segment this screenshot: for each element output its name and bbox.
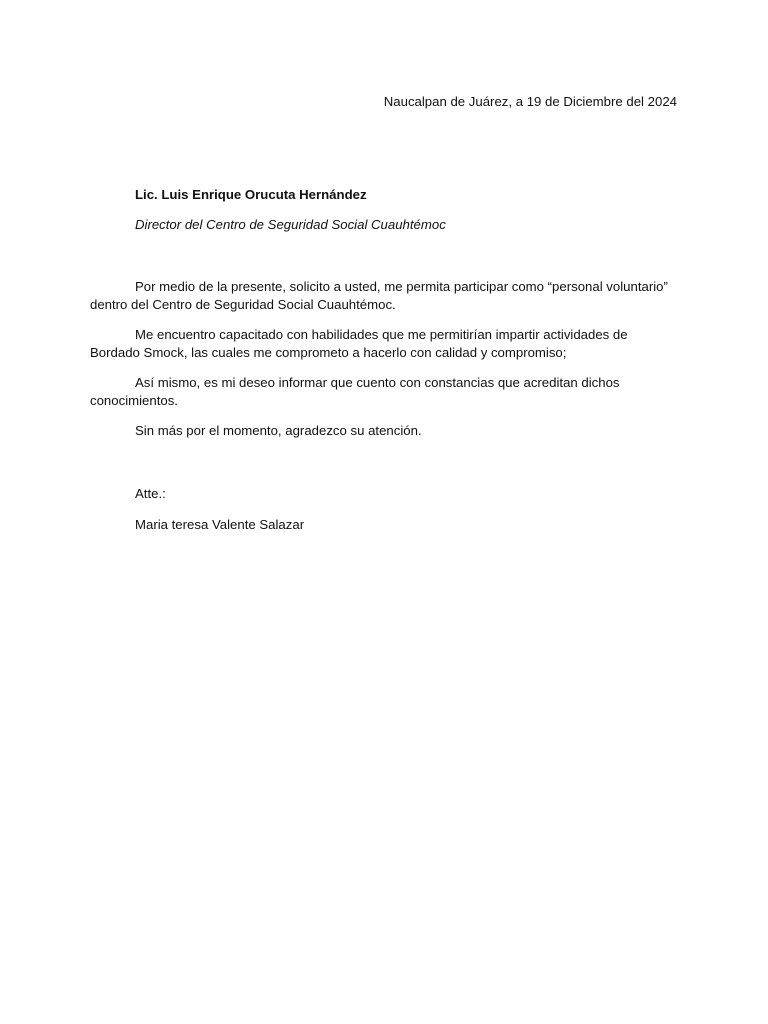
recipient-title: Director del Centro de Seguridad Social Cuauhtémoc [135, 217, 446, 232]
paragraph-request: Por medio de la presente, solicito a usted, me permita participar como “personal voluntario” dentro del Centro de Seguridad Social Cuauhtémoc. [90, 279, 668, 312]
letter-body [90, 278, 680, 452]
closing: Atte.: [135, 486, 166, 501]
paragraph-skills: Me encuentro capacitado con habilidades que me permitirían impartir actividades de Bordado Smock, las cuales me comprometo a hacerlo con calidad y compromiso; [90, 327, 628, 360]
recipient-name: Lic. Luis Enrique Orucuta Hernández [135, 187, 367, 202]
date-line: Naucalpan de Juárez, a 19 de Diciembre del 2024 [383, 94, 677, 109]
paragraph-thanks: Sin más por el momento, agradezco su atención. [135, 423, 422, 438]
paragraph-certificates: Así mismo, es mi deseo informar que cuento con constancias que acreditan dichos conocimientos. [90, 375, 620, 408]
signature-name: Maria teresa Valente Salazar [135, 517, 305, 532]
